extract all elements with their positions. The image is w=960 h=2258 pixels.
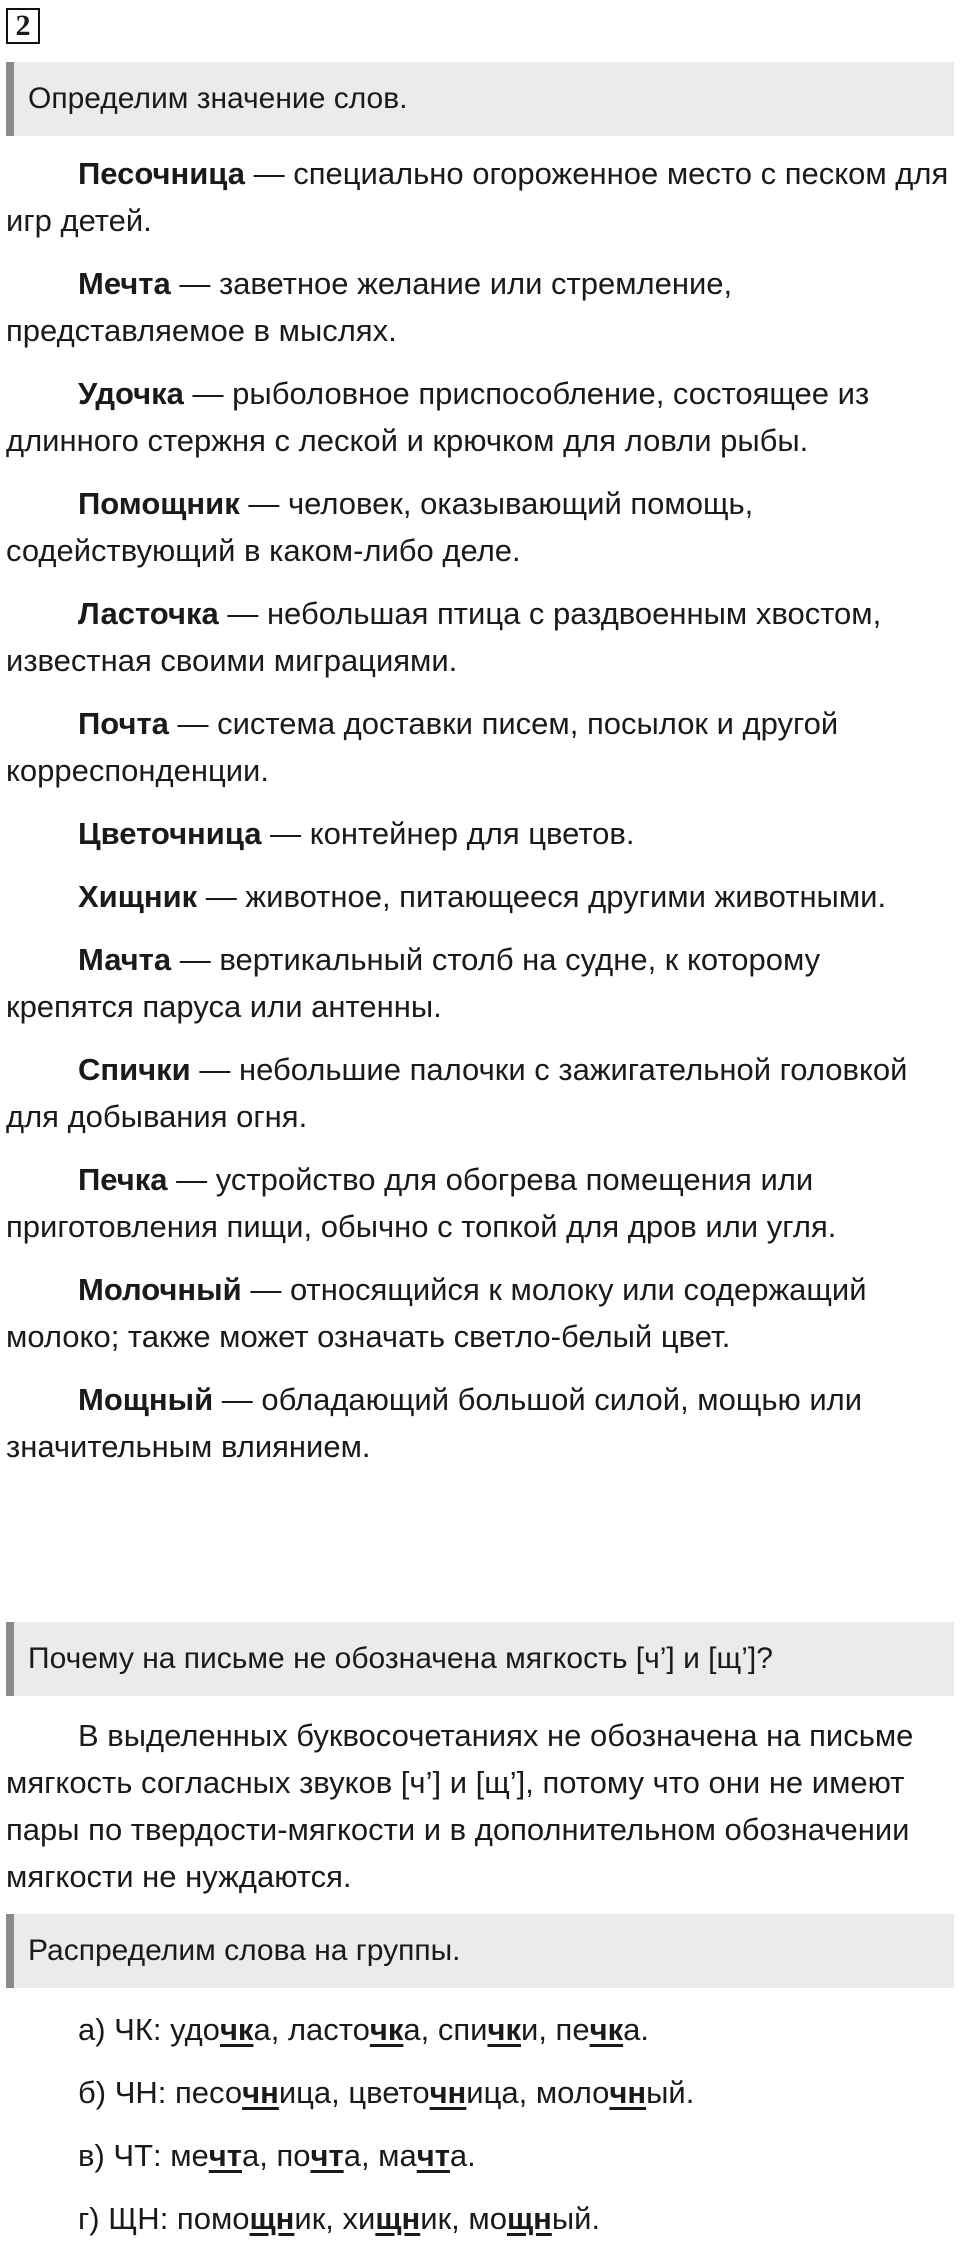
- group-word: [276, 2138, 378, 2173]
- word-part: ый: [551, 2201, 592, 2236]
- definition-term: Ласточка: [78, 596, 219, 631]
- group-word: [288, 2012, 438, 2047]
- word-part: помо: [176, 2201, 250, 2236]
- definitions-list: [6, 150, 954, 1486]
- definition-term: Хищник: [78, 879, 198, 914]
- word-part: а: [253, 2012, 271, 2047]
- definition-dash: —: [168, 706, 218, 741]
- definition-item: [6, 700, 954, 794]
- word-part: а: [449, 2138, 468, 2173]
- definition-text: относящийся к молоку или содержащий молоко; также может означать светло-белый цвет.: [6, 1272, 867, 1354]
- definition-item: [6, 810, 954, 857]
- word-part: ласто: [287, 2012, 370, 2047]
- word-groups-list: [6, 2006, 954, 2258]
- word-part: ,: [420, 2012, 438, 2047]
- word-part: ,: [325, 2201, 343, 2236]
- highlighted-letter-combination: щн: [249, 2201, 295, 2236]
- group-word: [378, 2138, 476, 2173]
- definition-item: [6, 370, 954, 464]
- definition-dash: —: [244, 156, 294, 191]
- definition-text: специально огороженное место с песком для игр детей.: [6, 156, 949, 238]
- word-group-row: [6, 2006, 954, 2053]
- word-part: ма: [378, 2138, 417, 2173]
- group-label: б) ЧН:: [78, 2075, 175, 2110]
- definition-dash: —: [261, 816, 310, 851]
- definition-term: Помощник: [78, 486, 240, 521]
- definition-term: Удочка: [78, 376, 184, 411]
- definition-text: вертикальный столб на судне, к которому крепятся паруса или антенны.: [6, 942, 821, 1024]
- word-part: песо: [174, 2075, 243, 2110]
- word-part: ик: [294, 2201, 326, 2236]
- group-label: г) ЩН:: [78, 2201, 177, 2236]
- word-part: и: [520, 2012, 539, 2047]
- section-heading-groups: Распределим слова на группы.: [6, 1914, 954, 1988]
- definition-term: Печка: [78, 1162, 168, 1197]
- definition-term: Мечта: [78, 266, 171, 301]
- group-word: [438, 2012, 556, 2047]
- definition-term: Мощный: [78, 1382, 214, 1417]
- definition-item: [6, 1156, 954, 1250]
- definition-term: Песочница: [78, 156, 245, 191]
- definition-item: [6, 480, 954, 574]
- definition-term: Молочный: [78, 1272, 242, 1307]
- word-part: .: [640, 2012, 649, 2047]
- definition-dash: —: [239, 486, 288, 521]
- definition-text: система доставки писем, посылок и другой корреспонденции.: [6, 706, 839, 788]
- softness-answer-paragraph: В выделенных буквосочетаниях не обозначена на письме мягкость согласных звуков [ч’] и [щ’], потому что они не имеют пары по твердости-мягкости и в дополнительном обозначении мягкости не нуждаются.: [6, 1718, 914, 1894]
- word-part: ый: [646, 2075, 686, 2110]
- definition-dash: —: [183, 376, 233, 411]
- word-part: а: [403, 2012, 421, 2047]
- definition-term: Спички: [78, 1052, 191, 1087]
- word-part: ,: [270, 2012, 288, 2047]
- highlighted-letter-combination: чт: [416, 2138, 450, 2173]
- definition-item: [6, 1376, 954, 1470]
- word-part: цвето: [348, 2075, 430, 2110]
- highlighted-letter-combination: чк: [589, 2012, 624, 2047]
- group-word: [170, 2138, 276, 2173]
- word-part: ,: [360, 2138, 379, 2173]
- highlighted-letter-combination: чк: [219, 2012, 254, 2047]
- highlighted-letter-combination: чт: [310, 2138, 344, 2173]
- word-part: ,: [538, 2012, 556, 2047]
- definition-dash: —: [218, 596, 267, 631]
- definition-text: рыболовное приспособление, состоящее из длинного стержня с леской и крючком для ловли рыбы.: [6, 376, 870, 458]
- group-word: [343, 2201, 469, 2236]
- definition-text: небольшая птица с раздвоенным хвостом, известная своими миграциями.: [6, 596, 882, 678]
- definition-item: [6, 590, 954, 684]
- word-part: моло: [535, 2075, 610, 2110]
- group-label: в) ЧТ:: [78, 2138, 171, 2173]
- definition-term: Мачта: [78, 942, 172, 977]
- word-group-row: [6, 2132, 954, 2179]
- definition-dash: —: [170, 266, 219, 301]
- group-word: [468, 2201, 600, 2236]
- word-part: по: [276, 2138, 311, 2173]
- definition-text: животное, питающееся другими животными.: [245, 879, 887, 914]
- word-group-row: [6, 2195, 954, 2242]
- definition-text: устройство для обогрева помещения или приготовления пищи, обычно с топкой для дров или угля.: [6, 1162, 837, 1244]
- highlighted-letter-combination: чн: [609, 2075, 647, 2110]
- highlighted-letter-combination: чк: [487, 2012, 521, 2047]
- definition-item: [6, 936, 954, 1030]
- definition-dash: —: [197, 879, 246, 914]
- definition-dash: —: [167, 1162, 216, 1197]
- word-part: мо: [468, 2201, 507, 2236]
- word-part: спи: [437, 2012, 488, 2047]
- group-word: [177, 2201, 343, 2236]
- definition-text: контейнер для цветов.: [309, 816, 635, 851]
- word-part: .: [591, 2201, 601, 2236]
- word-part: пе: [555, 2012, 590, 2047]
- word-part: ,: [331, 2075, 349, 2110]
- word-part: ,: [451, 2201, 469, 2236]
- group-word: [175, 2075, 348, 2110]
- word-part: .: [467, 2138, 476, 2173]
- word-part: .: [685, 2075, 695, 2110]
- definition-term: Почта: [78, 706, 169, 741]
- definition-item: [6, 150, 954, 244]
- definition-text: небольшие палочки с зажигательной головкой для добывания огня.: [6, 1052, 908, 1134]
- highlighted-letter-combination: чн: [242, 2075, 279, 2110]
- word-part: ,: [259, 2138, 277, 2173]
- definition-item: [6, 1266, 954, 1360]
- word-part: ица: [278, 2075, 332, 2110]
- section-heading-meanings: Определим значение слов.: [6, 62, 954, 136]
- word-part: ица: [466, 2075, 519, 2110]
- definition-text: обладающий большой силой, мощью или значительным влиянием.: [6, 1382, 863, 1464]
- highlighted-letter-combination: чн: [429, 2075, 467, 2110]
- definition-item: [6, 1046, 954, 1140]
- group-word: [170, 2012, 288, 2047]
- group-word: [556, 2012, 649, 2047]
- word-part: ик: [420, 2201, 452, 2236]
- definition-text: заветное желание или стремление, представляемое в мыслях.: [6, 266, 733, 348]
- definition-dash: —: [190, 1052, 239, 1087]
- word-part: хи: [342, 2201, 376, 2236]
- definition-term: Цветочница: [78, 816, 262, 851]
- word-part: а: [343, 2138, 361, 2173]
- highlighted-letter-combination: чк: [369, 2012, 404, 2047]
- group-word: [536, 2075, 695, 2110]
- group-label: а) ЧК:: [78, 2012, 171, 2047]
- word-group-row: [6, 2069, 954, 2116]
- definition-dash: —: [171, 942, 220, 977]
- task-number-badge: 2: [6, 8, 40, 44]
- word-part: а: [241, 2138, 260, 2173]
- word-part: ,: [518, 2075, 536, 2110]
- definition-text: человек, оказывающий помощь, содействующий в каком-либо деле.: [6, 486, 754, 568]
- section-heading-softness-question: Почему на письме не обозначена мягкость [ч’] и [щ’]?: [6, 1622, 954, 1696]
- highlighted-letter-combination: чт: [208, 2138, 242, 2173]
- definition-dash: —: [213, 1382, 262, 1417]
- definition-dash: —: [241, 1272, 290, 1307]
- definition-item: [6, 873, 954, 920]
- word-part: ме: [170, 2138, 209, 2173]
- definition-item: [6, 260, 954, 354]
- highlighted-letter-combination: щн: [506, 2201, 552, 2236]
- group-word: [348, 2075, 535, 2110]
- word-part: удо: [170, 2012, 220, 2047]
- highlighted-letter-combination: щн: [375, 2201, 421, 2236]
- word-part: а: [623, 2012, 641, 2047]
